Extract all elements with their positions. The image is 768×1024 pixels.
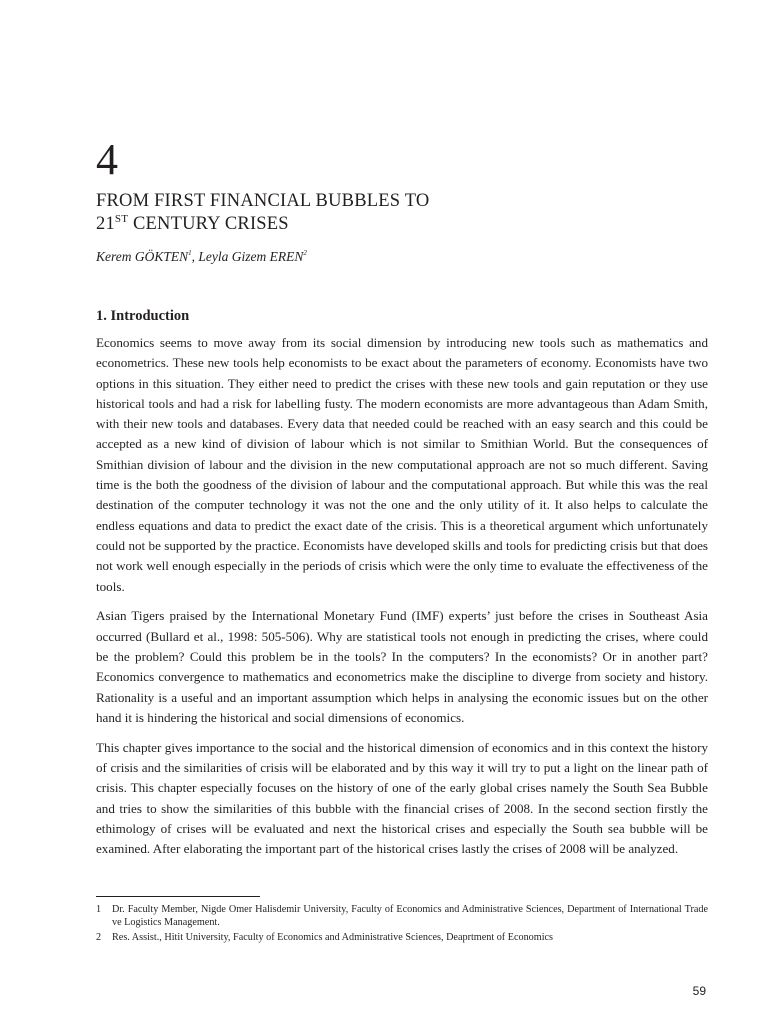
footnote-number: 2 [96, 931, 102, 943]
footnote-number: 1 [96, 904, 102, 915]
author-1: Kerem GÖKTEN [96, 249, 189, 264]
author-separator: , [191, 249, 199, 264]
title-century-number: 21 [96, 214, 115, 234]
footnote-text: Res. Assist., Hitit University, Faculty of Economics and Administrative Sciences, Deaprtment of Economics [112, 931, 554, 943]
section-heading: 1. Introduction [96, 308, 190, 324]
author-2: Leyla Gizem EREN [198, 249, 304, 264]
author-1-footnote-mark[interactable]: 1 [188, 249, 192, 257]
chapter-title-line-1: FROM FIRST FINANCIAL BUBBLES TO [96, 191, 430, 211]
author-line [96, 248, 307, 266]
chapter-number: 4 [96, 135, 118, 184]
paragraph-3: This chapter gives importance to the social and the historical dimension of economics and in this context the history of crisis and the similarities of crisis will be elaborated and by this way it will try to put a light on the linear path of crisis. This chapter especially focuses on the history of one of the early global crises namely the South Sea Bubble and tries to show the similarities of this bubble with the financial crises of 2008. In the second section firstly the ethimology of crises will be evaluated and next the historical crises and especially the South sea bubble will be examined. After elaborating the important part of the historical crises lastly the crises of 2008 will be analyzed. [96, 739, 708, 857]
body-text [96, 333, 708, 869]
paragraph-1: Economics seems to move away from its social dimension by introducing new tools such as mathematics and econometrics. These new tools help economists to be exact about the parameters of economy. Economists have two options in this situation. They either need to predict the crises with these new tools and gain reputation or they use historical tools and had a risk for labelling fusty. The modern economists are more advantageous than Adam Smith, with their new tools and databases. Every data that needed could be reached with an easy search and this could be accepted as a new kind of division of labour which is not similar to Smithian World. But the consequences of Smithian division of labour and the division in the new computational approach are not so much different. Saving time is the both the goodness of the division of labour and the computational approach. But while this was the real destination of the computer technology it was not the one and the only utility of it. It also helps to calculate the endless equations and data to predict the exact date of the crisis. This is a theoretical argument which unfortunately could not be supported by the practice. Economists have developed skills and tools for predicting crisis but that does not work well enough especially in the periods of crisis which were the only time to evaluate the effectiveness of the tools. [96, 335, 708, 594]
footnote-separator [96, 896, 260, 897]
footnote-1 [96, 903, 708, 930]
paragraph-2: Asian Tigers praised by the International Monetary Fund (IMF) experts’ just before the crises in Southeast Asia occurred (Bullard et al., 1998: 505-506). Why are statistical tools not enough in predicting the crises, where could be the problem? Could this problem be in the tools? In the computers? In the economists? Or in another part? Economics convergence to mathematics and econometrics make the discipline to diverge from society and history. Rationality is a useful and an important assumption which helps in analysing the economic issues but on the other hand it is hindering the historical and social dimensions of economics. [96, 608, 708, 725]
title-century-rest: CENTURY CRISES [128, 214, 289, 234]
chapter-title [96, 190, 656, 236]
author-2-footnote-mark[interactable]: 2 [303, 249, 307, 257]
title-ordinal-suffix: ST [114, 213, 129, 225]
chapter-title-line-2 [96, 213, 656, 236]
page-number: 59 [692, 984, 706, 998]
footnote-2 [96, 931, 708, 944]
footnotes [96, 903, 708, 945]
footnote-text: Dr. Faculty Member, Nigde Omer Halisdemir University, Faculty of Economics and Administrative Sciences, Department of International Trade ve Logistics Management. [112, 904, 708, 929]
